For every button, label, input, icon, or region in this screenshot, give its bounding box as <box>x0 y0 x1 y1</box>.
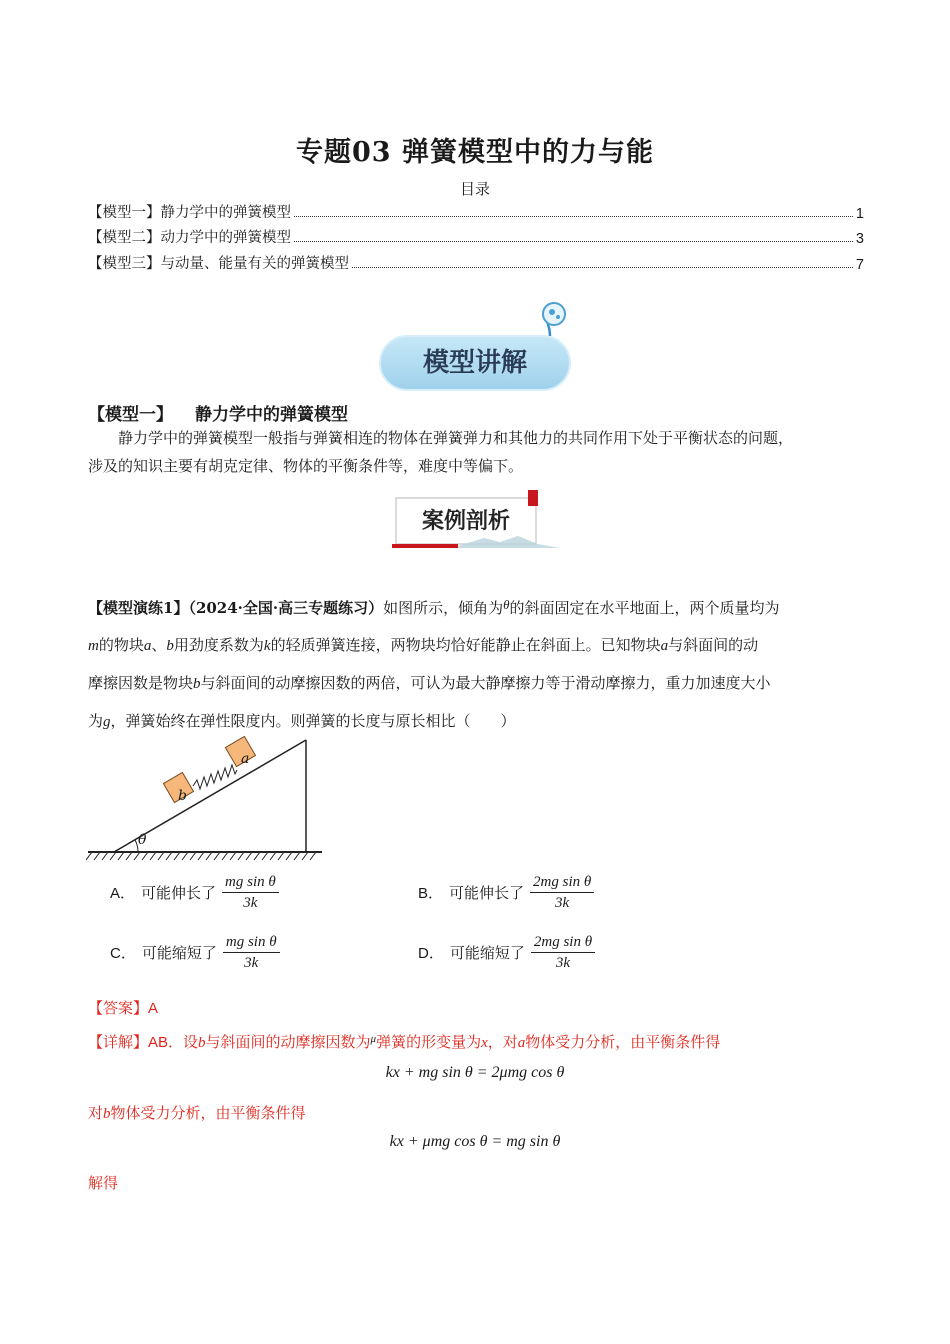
problem-tag: 【模型演练1】（2024·全国·高三专题练习） <box>88 599 384 617</box>
section-title: 静力学中的弹簧模型 <box>195 405 348 425</box>
problem-line: 摩擦因数是物块b与斜面间的动摩擦因数的两倍，可认为最大静摩擦力等于滑动摩擦力，重力加速度大小 <box>88 674 771 692</box>
incline-figure <box>86 734 326 864</box>
document-title: 专题03 弹簧模型中的力与能 <box>296 137 654 168</box>
toc-item-label: 【模型二】动力学中的弹簧模型 <box>88 230 291 246</box>
section-heading <box>88 400 348 425</box>
toc-item-page: 3 <box>855 231 864 247</box>
detail-line: 解得 <box>88 1174 119 1192</box>
problem-line: m的物块a、b用劲度系数为k的轻质弹簧连接，两物块均恰好能静止在斜面上。已知物块a与斜面间的动 <box>88 636 759 654</box>
toc-item-page: 1 <box>855 206 864 222</box>
option-d[interactable]: D． 可能缩短了 $\frac{\text{2mg sin θ}}{3k}$ <box>418 932 595 973</box>
equation-1: kx + mg sin θ = 2μmg cos θ <box>385 1064 565 1081</box>
incline-diagram <box>86 734 326 864</box>
answer-line <box>88 997 158 1018</box>
toc-leader <box>294 241 853 242</box>
section-intro <box>88 424 876 480</box>
toc-item[interactable] <box>88 200 864 222</box>
option-a[interactable]: A． 可能伸长了 $\frac{\text{mg sin θ}}{3k}$ <box>110 872 279 913</box>
toc-item[interactable] <box>88 225 864 247</box>
detail-line: 对b物体受力分析，由平衡条件得 <box>88 1104 306 1122</box>
toc-heading: 目录 <box>459 180 490 198</box>
block-a-label: a <box>241 751 250 767</box>
toc-item-label: 【模型一】静力学中的弹簧模型 <box>88 205 291 221</box>
block-b-label: b <box>178 788 187 804</box>
model-banner <box>372 298 582 396</box>
intro-line: 静力学中的弹簧模型一般指与弹簧相连的物体在弹簧弹力和其他力的共同作用下处于平衡状态的问题， <box>118 429 794 447</box>
equation-2: kx + μmg cos θ = mg sin θ <box>389 1133 561 1150</box>
case-banner <box>388 490 568 554</box>
option-c[interactable]: C． 可能缩短了 $\frac{\text{mg sin θ}}{3k}$ <box>110 932 280 973</box>
toc-item-label: 【模型三】与动量、能量有关的弹簧模型 <box>88 256 349 272</box>
detail-line: 【详解】AB．设b与斜面间的动摩擦因数为$^\mu$弹簧的形变量为x，对a物体受力分析，由平衡条件得 <box>88 1033 721 1051</box>
answer-tag: 【答案】 <box>88 999 149 1017</box>
option-b[interactable]: B． 可能伸长了 $\frac{\text{2mg sin θ}}{3k}$ <box>418 872 594 913</box>
problem-line: 【模型演练1】（2024·全国·高三专题练习）如图所示，倾角为θ的斜面固定在水平地面上，两个质量均为 <box>88 597 780 617</box>
angle-theta-label: θ <box>138 832 147 848</box>
toc-leader <box>294 216 853 217</box>
model-banner-label: 模型讲解 <box>422 348 527 378</box>
section-tag: 【模型一】 <box>88 405 173 425</box>
answer-value: A <box>148 1000 159 1017</box>
toc-item[interactable] <box>88 251 864 273</box>
problem-line: 为g，弹簧始终在弹性限度内。则弹簧的长度与原长相比（ ） <box>88 712 516 730</box>
toc-item-page: 7 <box>855 257 864 273</box>
toc-leader <box>352 267 853 268</box>
intro-line: 涉及的知识主要有胡克定律、物体的平衡条件等，难度中等偏下。 <box>88 457 524 475</box>
case-banner-label: 案例剖析 <box>421 509 510 534</box>
problem-statement <box>88 586 876 741</box>
